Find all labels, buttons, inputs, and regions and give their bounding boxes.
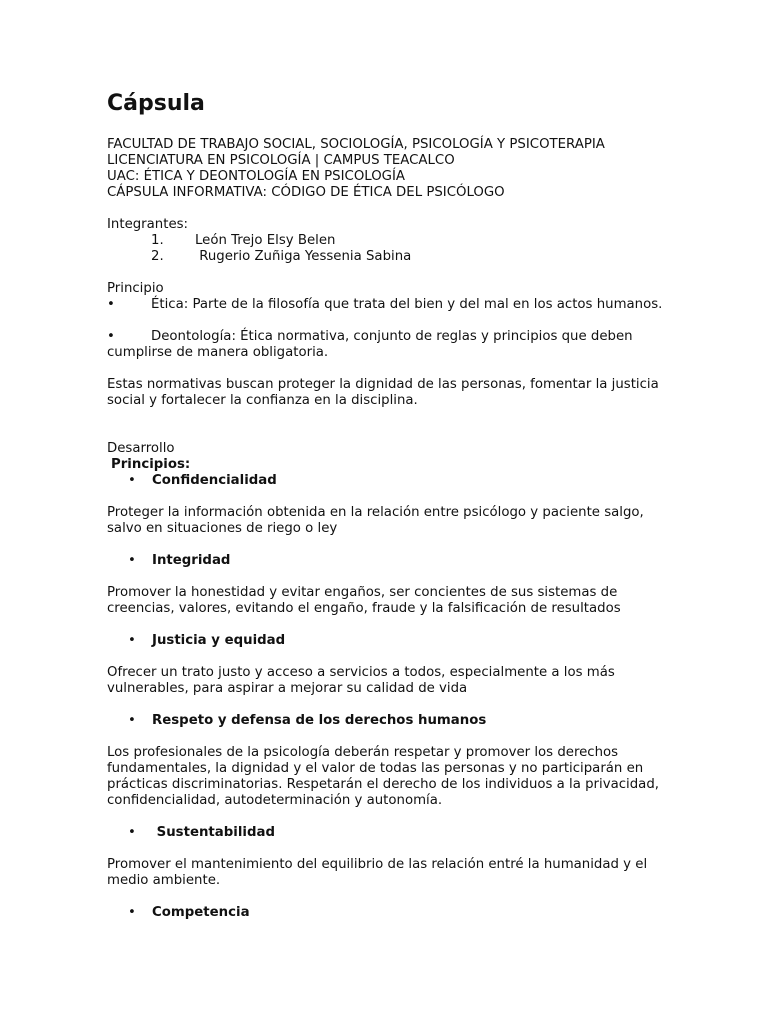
section-text: medio ambiente. [107, 873, 221, 888]
section-heading [107, 825, 667, 841]
section-heading-text: Integridad [152, 553, 231, 568]
header-line: FACULTAD DE TRABAJO SOCIAL, SOCIOLOGÍA, PSICOLOGÍA Y PSICOTERAPIA [107, 137, 605, 152]
members-label: Integrantes: [107, 217, 189, 232]
member-item [107, 249, 667, 265]
section-text: Promover la honestidad y evitar engaños, ser concientes de sus sistemas de [107, 585, 618, 600]
bullet-text-cont: cumplirse de manera obligatoria. [107, 345, 329, 360]
principio-label: Principio [107, 281, 164, 296]
member-number: 2. [151, 249, 164, 264]
header-line: LICENCIATURA EN PSICOLOGÍA | CAMPUS TEACALCO [107, 153, 455, 168]
member-number: 1. [151, 233, 164, 248]
section-text: fundamentales, la dignidad y el valor de todas las personas y no participarán en [107, 761, 644, 776]
section-text: vulnerables, para aspirar a mejorar su calidad de vida [107, 681, 468, 696]
bullet-icon: • [128, 473, 136, 488]
section-text: confidencialidad, autodeterminación y autonomía. [107, 793, 443, 808]
principio-block [107, 281, 667, 409]
section-text: salvo en situaciones de riego o ley [107, 521, 338, 536]
member-item [107, 233, 667, 249]
section-text: Promover el mantenimiento del equilibrio de las relación entré la humanidad y el [107, 857, 648, 872]
section-text: creencias, valores, evitando el engaño, fraude y la falsificación de resultados [107, 601, 621, 616]
section-heading-text: Confidencialidad [152, 473, 277, 488]
member-name: Rugerio Zuñiga Yessenia Sabina [195, 249, 412, 264]
bullet-icon: • [128, 713, 136, 728]
section-heading [107, 473, 667, 489]
section-heading [107, 633, 667, 649]
header-line: CÁPSULA INFORMATIVA: CÓDIGO DE ÉTICA DEL PSICÓLOGO [107, 185, 505, 200]
section-text: Proteger la información obtenida en la relación entre psicólogo y paciente salgo, [107, 505, 644, 520]
bullet-icon: • [128, 905, 136, 920]
section-text: prácticas discriminatorias. Respetarán el derecho de los individuos a la privacidad, [107, 777, 659, 792]
section-heading-text: Sustentabilidad [152, 825, 275, 840]
section-text: Los profesionales de la psicología deberán respetar y promover los derechos [107, 745, 619, 760]
section-text: Ofrecer un trato justo y acceso a servicios a todos, especialmente a los más [107, 665, 615, 680]
section-heading-text: Justicia y equidad [152, 633, 286, 648]
bullet-icon: • [128, 825, 136, 840]
bullet-text: Ética: Parte de la filosofía que trata del bien y del mal en los actos humanos. [151, 297, 663, 312]
principio-note: Estas normativas buscan proteger la dignidad de las personas, fomentar la justicia [107, 377, 659, 392]
bullet-icon: • [128, 633, 136, 648]
desarrollo-block [107, 441, 667, 921]
bullet-text: Deontología: Ética normativa, conjunto de reglas y principios que deben [151, 329, 633, 344]
section-heading-text: Respeto y defensa de los derechos humanos [152, 713, 487, 728]
principios-label: Principios: [111, 457, 191, 472]
members-block [107, 217, 667, 265]
section-heading-text: Competencia [152, 905, 250, 920]
principio-note: social y fortalecer la confianza en la disciplina. [107, 393, 418, 408]
header-line: UAC: ÉTICA Y DEONTOLOGÍA EN PSICOLOGÍA [107, 169, 406, 184]
bullet-icon: • [128, 553, 136, 568]
bullet-icon: • [107, 329, 115, 344]
document-title: Cápsula [107, 91, 205, 116]
document-page [107, 90, 667, 921]
bullet-icon: • [107, 297, 115, 312]
section-heading [107, 905, 667, 921]
header-block [107, 137, 667, 201]
section-heading [107, 713, 667, 729]
principio-bullet [107, 329, 667, 345]
member-name: León Trejo Elsy Belen [195, 233, 336, 248]
principio-bullet [107, 297, 667, 313]
desarrollo-label: Desarrollo [107, 441, 175, 456]
section-heading [107, 553, 667, 569]
